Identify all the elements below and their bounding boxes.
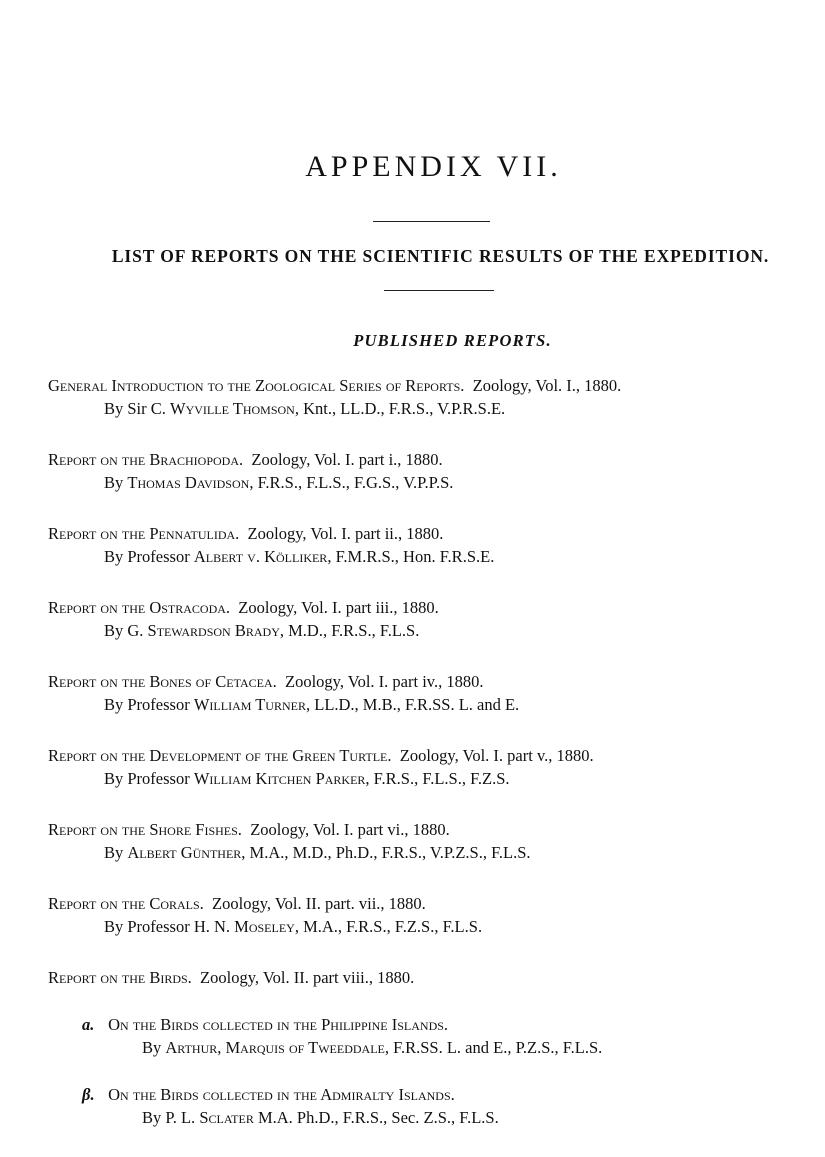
author-credentials: , F.R.SS. L. and E., P.Z.S., F.L.S.	[384, 1038, 603, 1057]
author-credentials: , F.M.R.S., Hon. F.R.S.E.	[327, 547, 495, 566]
section-heading: PUBLISHED REPORTS.	[353, 331, 552, 350]
report-title: Report on the Shore Fishes.	[48, 820, 242, 839]
title-divider	[373, 221, 490, 222]
author-name: William Kitchen Parker	[193, 769, 366, 788]
author-credentials: , F.R.S., F.L.S., F.Z.S.	[365, 769, 510, 788]
report-volume: Zoology, Vol. II. part. vii., 1880.	[212, 894, 426, 913]
report-entry	[48, 818, 818, 864]
sub-report-entry	[48, 1083, 818, 1129]
report-entry	[48, 892, 818, 938]
sub-report-entry	[48, 1013, 818, 1059]
report-title: General Introduction to the Zoological Series of Reports.	[48, 376, 465, 395]
author-name: Moseley	[234, 917, 295, 936]
page-title: APPENDIX VII.	[305, 150, 562, 183]
report-volume: Zoology, Vol. I. part iv., 1880.	[285, 672, 484, 691]
author-name: Sclater	[199, 1108, 254, 1127]
report-title: Report on the Bones of Cetacea.	[48, 672, 277, 691]
author-name: Thomas Davidson	[127, 473, 250, 492]
report-volume: Zoology, Vol. II. part viii., 1880.	[200, 968, 415, 987]
heading-divider	[384, 290, 494, 291]
author-name: Albert v. Kölliker	[193, 547, 328, 566]
report-title: Report on the Brachiopoda.	[48, 450, 244, 469]
sub-report-marker: β.	[82, 1085, 95, 1104]
report-title: Report on the Development of the Green Turtle.	[48, 746, 392, 765]
list-heading: LIST OF REPORTS ON THE SCIENTIFIC RESULTS OF THE EXPEDITION.	[111, 246, 770, 266]
author-name: Stewardson Brady	[147, 621, 280, 640]
author-prefix: By Sir C.	[104, 399, 166, 418]
author-credentials: , Knt., LL.D., F.R.S., V.P.R.S.E.	[294, 399, 506, 418]
report-entry	[48, 596, 818, 642]
author-credentials: , LL.D., M.B., F.R.SS. L. and E.	[305, 695, 520, 714]
author-name: Wyville Thomson	[170, 399, 295, 418]
report-entry	[48, 966, 818, 1129]
reports-list	[48, 374, 818, 1157]
author-name: William Turner	[193, 695, 306, 714]
author-prefix: By	[142, 1038, 162, 1057]
report-entry	[48, 448, 818, 494]
author-prefix: By Professor H. N.	[104, 917, 231, 936]
author-prefix: By	[104, 843, 124, 862]
report-volume: Zoology, Vol. I., 1880.	[472, 376, 622, 395]
author-credentials: , M.A., F.R.S., F.Z.S., F.L.S.	[294, 917, 483, 936]
report-title: Report on the Birds.	[48, 968, 192, 987]
author-credentials: M.A. Ph.D., F.R.S., Sec. Z.S., F.L.S.	[253, 1108, 499, 1127]
author-prefix: By Professor	[104, 695, 190, 714]
report-entry	[48, 374, 818, 420]
author-prefix: By G.	[104, 621, 144, 640]
report-volume: Zoology, Vol. I. part v., 1880.	[399, 746, 594, 765]
report-volume: Zoology, Vol. I. part vi., 1880.	[250, 820, 450, 839]
author-prefix: By Professor	[104, 769, 190, 788]
author-prefix: By P. L.	[142, 1108, 196, 1127]
report-title: Report on the Ostracoda.	[48, 598, 231, 617]
report-volume: Zoology, Vol. I. part iii., 1880.	[238, 598, 439, 617]
sub-report-title: On the Birds collected in the Admiralty Islands.	[108, 1085, 455, 1104]
report-entry	[48, 522, 818, 568]
report-entry	[48, 670, 818, 716]
report-entry	[48, 744, 818, 790]
author-name: Albert Günther	[127, 843, 242, 862]
report-volume: Zoology, Vol. I. part i., 1880.	[251, 450, 443, 469]
author-credentials: , F.R.S., F.L.S., F.G.S., V.P.P.S.	[249, 473, 454, 492]
sub-report-marker: a.	[82, 1015, 95, 1034]
author-prefix: By Professor	[104, 547, 190, 566]
author-credentials: , M.A., M.D., Ph.D., F.R.S., V.P.Z.S., F.L.S.	[241, 843, 531, 862]
sub-report-title: On the Birds collected in the Philippine Islands.	[108, 1015, 449, 1034]
report-volume: Zoology, Vol. I. part ii., 1880.	[247, 524, 444, 543]
report-title: Report on the Corals.	[48, 894, 204, 913]
sub-reports-list	[48, 1013, 818, 1129]
report-title: Report on the Pennatulida.	[48, 524, 240, 543]
author-credentials: , M.D., F.R.S., F.L.S.	[279, 621, 420, 640]
author-name: Arthur, Marquis of Tweeddale	[165, 1038, 385, 1057]
author-prefix: By	[104, 473, 124, 492]
